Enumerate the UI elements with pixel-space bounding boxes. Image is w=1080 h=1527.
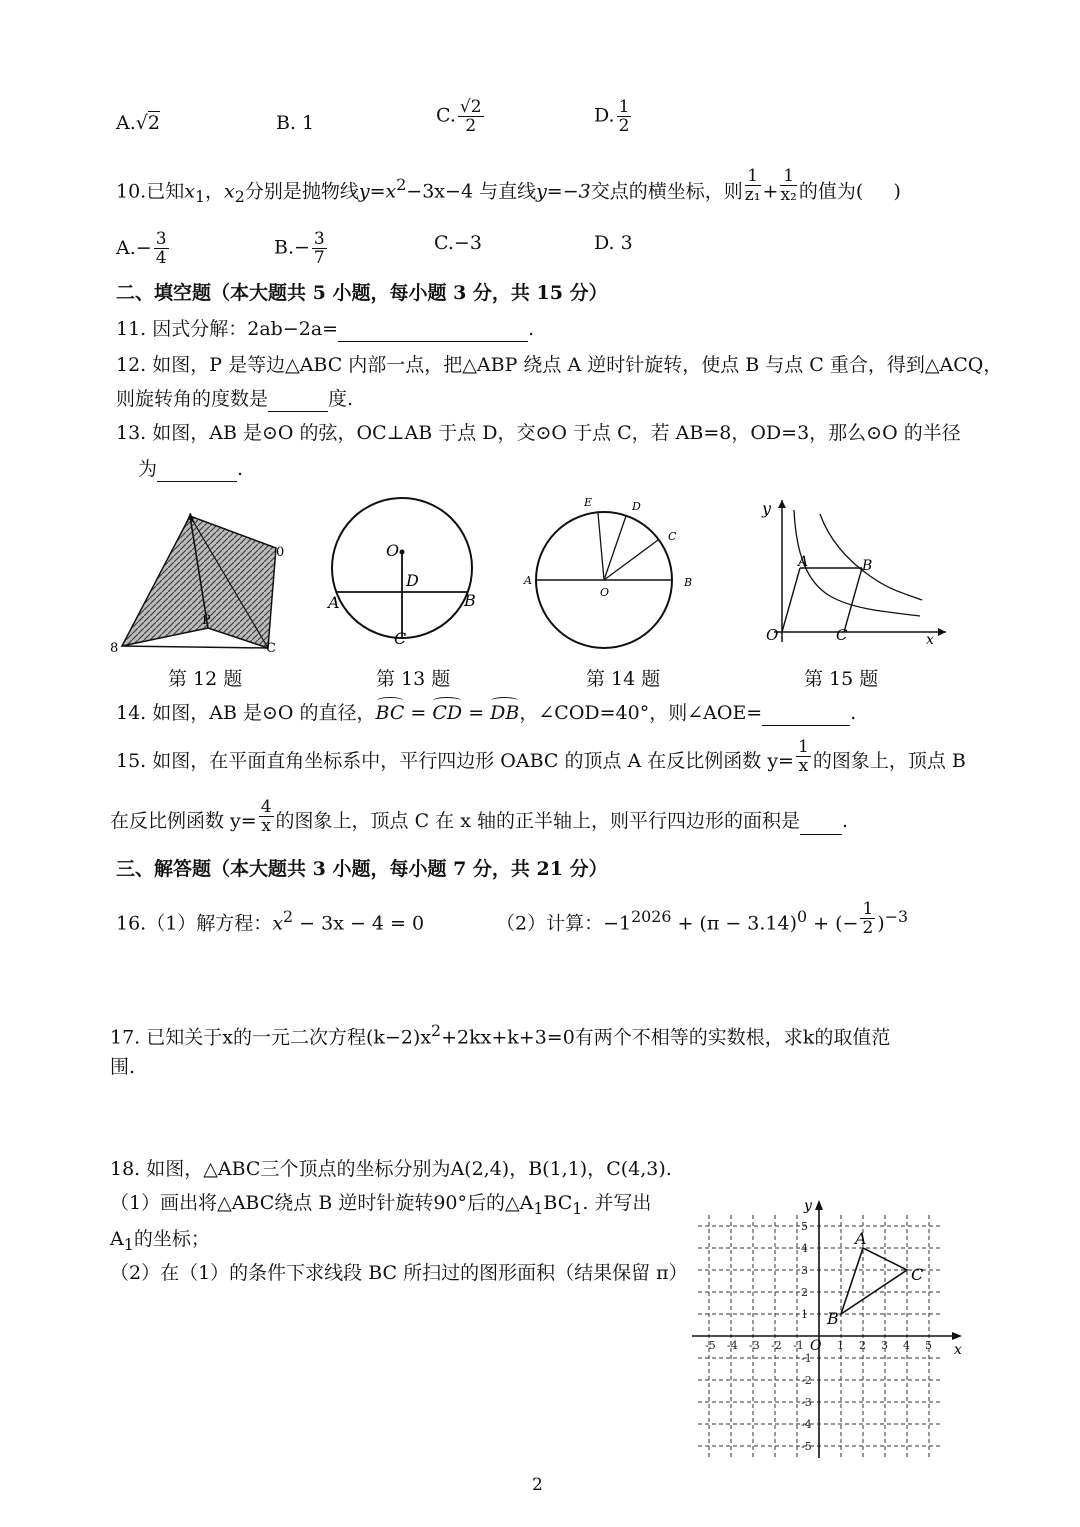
arc-cd: CD	[432, 702, 463, 724]
fig13-label-d: D	[406, 571, 419, 590]
x-tick-label: -3	[749, 1339, 760, 1352]
fig15-label-b: B	[862, 558, 873, 574]
figure-12	[108, 508, 298, 658]
fig13-label-b: B	[464, 591, 476, 610]
y-tick-label: -1	[801, 1352, 812, 1365]
q15-line2: 在反比例函数 y= $\frac{4}{x}$ 的图象上，顶点 C 在 x 轴的正半轴上，则平行四边形的面积是 .	[110, 796, 848, 836]
y-tick-label: 1	[801, 1308, 808, 1321]
q11-answer-blank[interactable]	[338, 341, 528, 342]
q13-answer-blank[interactable]	[157, 481, 237, 482]
section-3-heading: 三、解答题（本大题共 3 小题，每小题 7 分，共 21 分）	[116, 858, 608, 880]
q18-line4: （2）在（1）的条件下求线段 BC 所扫过的图形面积（结果保留 π）	[110, 1262, 688, 1284]
y-tick-label: -5	[801, 1440, 812, 1453]
q12-line1: 12. 如图，P 是等边△ABC 内部一点，把△ABP 绕点 A 逆时针旋转，使点 B 与点 C 重合，得到△ACQ，	[116, 354, 1003, 376]
fig14-caption: 第 14 题	[586, 668, 661, 690]
q18-line3: $A_1$的坐标；	[110, 1228, 210, 1254]
q12-line2: 则旋转角的度数是 度.	[116, 388, 354, 410]
fig12-label-p: P	[202, 613, 211, 628]
fig13-label-o: O	[386, 541, 400, 560]
q9-option-c[interactable]: C. $\frac{√2}{2}$	[436, 97, 482, 136]
grid-label-o: O	[810, 1338, 822, 1354]
figure-15	[750, 492, 950, 658]
y-tick-label: 5	[801, 1220, 808, 1233]
y-tick-label: -3	[801, 1396, 812, 1409]
grid-label-a: A	[855, 1229, 867, 1248]
figure-14	[518, 494, 708, 658]
q13-line1: 13. 如图，AB 是⊙O 的弦，OC⊥AB 于点 D，交⊙O 于点 C，若 AB=8，OD=3，那么⊙O 的半径	[116, 422, 961, 444]
q10-option-c[interactable]: C.−3	[434, 232, 482, 254]
x-tick-label: 5	[925, 1339, 932, 1352]
fig15-label-y: y	[762, 499, 772, 518]
q17-line1: 17. 已知关于x的一元二次方程$(k-2)x^2+2kx+k+3=0$有两个不相等的实数根，求k的取值范	[110, 1021, 891, 1049]
fig14-label-a: A	[524, 574, 532, 587]
fig14-label-e: E	[584, 496, 593, 509]
fig14-label-b: B	[684, 576, 693, 589]
y-tick-label: -4	[801, 1418, 812, 1431]
fig14-label-d: D	[632, 500, 641, 513]
fig12-label-c: C	[266, 641, 276, 656]
q9-option-a[interactable]: A.√2	[116, 112, 160, 134]
fig13-label-a: A	[328, 593, 340, 612]
y-tick-label: 3	[801, 1264, 808, 1277]
y-tick-label: -2	[801, 1374, 812, 1387]
section-2-heading: 二、填空题（本大题共 5 小题，每小题 3 分，共 15 分）	[116, 282, 608, 304]
fig12-label-q: 0	[276, 545, 285, 560]
x-tick-label: -1	[793, 1339, 804, 1352]
q11: 11. 因式分解：2ab−2a= .	[116, 318, 535, 340]
fig15-label-a: A	[798, 554, 809, 570]
arc-bc: BC	[375, 702, 405, 724]
figure-18-grid	[688, 1196, 968, 1466]
q10-option-a[interactable]: A.− $\frac{3}{4}$	[116, 229, 167, 268]
fig12-label-a: A	[186, 511, 195, 525]
fig12-caption: 第 12 题	[168, 668, 243, 690]
fig12-label-b: 8	[110, 641, 119, 656]
fig15-label-c: C	[836, 626, 848, 644]
q17-line2: 围.	[110, 1056, 136, 1078]
grid-label-y: y	[804, 1198, 812, 1214]
q16-part2: （2）计算：$-1^{2026} + (\pi - 3.14)^0$ + (− $\frac{1}{2}$ )$^{-3}$	[496, 898, 909, 938]
q15-answer-blank[interactable]	[800, 834, 842, 835]
page-number: 2	[532, 1475, 543, 1495]
grid-label-x: x	[954, 1342, 962, 1358]
fig15-label-x: x	[926, 632, 934, 648]
x-tick-label: 3	[881, 1339, 888, 1352]
q9-option-b[interactable]: B. 1	[276, 112, 315, 134]
q18-line1: 18. 如图，△ABC三个顶点的坐标分别为A(2,4)，B(1,1)，C(4,3).	[110, 1158, 672, 1180]
fig14-label-o: O	[600, 586, 610, 599]
x-tick-label: 4	[903, 1339, 910, 1352]
q16: 16.（1）解方程：$x^2 - 3x - 4 = 0$ （2）计算：$-1^{2026} + (\pi - 3.14)^0$ + (− $\frac{1}{2}$ )$^{-3}$	[116, 898, 909, 938]
q13-line2: 为 .	[138, 458, 244, 480]
x-tick-label: 1	[837, 1339, 844, 1352]
fig15-label-o: O	[766, 626, 779, 644]
fig13-label-c: C	[394, 629, 407, 648]
q14-answer-blank[interactable]	[762, 725, 850, 726]
q9-option-d[interactable]: D. $\frac{1}{2}$	[594, 97, 630, 136]
fig15-caption: 第 15 题	[804, 668, 879, 690]
figure-13	[322, 488, 492, 658]
q10-options	[116, 229, 633, 268]
x-tick-label: -4	[727, 1339, 738, 1352]
y-tick-label: 2	[801, 1286, 808, 1299]
grid-label-c: C	[911, 1265, 924, 1284]
q9-options	[116, 97, 630, 136]
y-tick-label: 4	[801, 1242, 808, 1255]
x-tick-label: 2	[859, 1339, 866, 1352]
fig13-caption: 第 13 题	[376, 668, 451, 690]
q15-line1: 15. 如图，在平面直角坐标系中，平行四边形 OABC 的顶点 A 在反比例函数 y= $\frac{1}{x}$ 的图象上，顶点 B	[116, 736, 966, 776]
arc-db: DB	[490, 702, 520, 724]
q12-answer-blank[interactable]	[268, 411, 328, 412]
q10-option-b[interactable]: B.− $\frac{3}{7}$	[274, 229, 325, 268]
q18-line2: （1）画出将△ABC绕点 B 逆时针旋转90°后的$\triangle A_1BC_1$. 并写出	[110, 1192, 652, 1218]
triangle-abc	[841, 1248, 907, 1314]
q14: 14. 如图，AB 是⊙O 的直径，BC = CD = DB，∠COD=40°，则∠AOE= .	[116, 702, 857, 724]
grid-label-b: B	[827, 1309, 839, 1328]
x-tick-label: -5	[705, 1339, 716, 1352]
q10-option-d[interactable]: D. 3	[594, 232, 633, 254]
x-tick-label: -2	[771, 1339, 782, 1352]
fig14-label-c: C	[668, 530, 677, 543]
q10-stem: 10.已知$x_1$，$x_2$分别是抛物线$y=x^2-3x-4$ 与直线y=−3交点的横坐标，则 $\frac{1}{\text{z₁}}$ + $\frac{1}{\text{x₂}}$ 的值为( )	[116, 165, 901, 207]
